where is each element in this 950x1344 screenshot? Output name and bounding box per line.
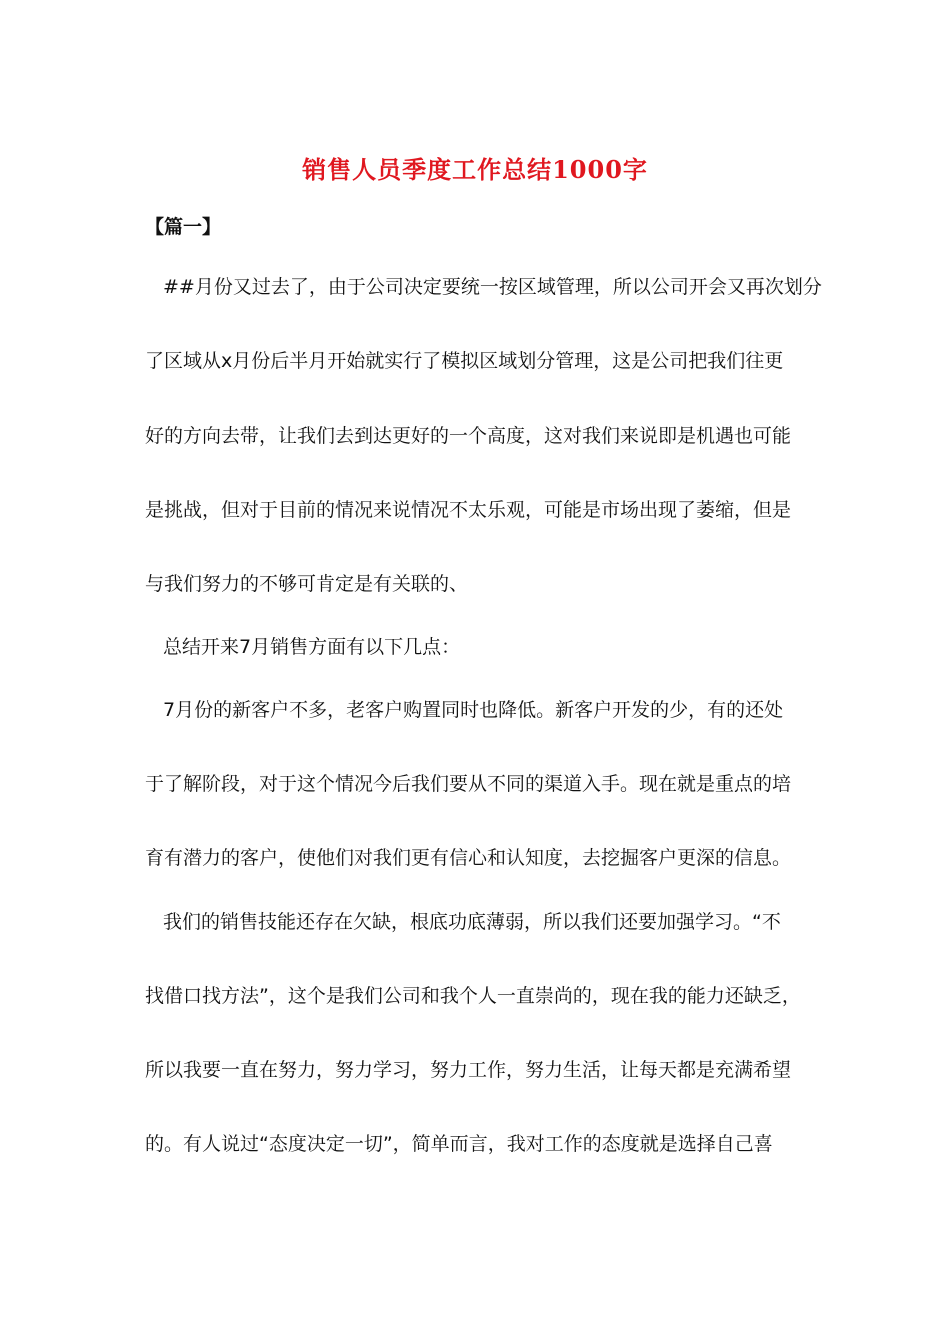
paragraph-line: 我们的销售技能还存在欠缺，根底功底薄弱，所以我们还要加强学习。“不: [163, 911, 781, 933]
paragraph-line: 了区域从x月份后半月开始就实行了模拟区域划分管理，这是公司把我们往更: [145, 350, 784, 372]
paragraph-line: 7月份的新客户不多，老客户购置同时也降低。新客户开发的少，有的还处: [163, 699, 784, 721]
paragraph-line: ##月份又过去了，由于公司决定要统一按区域管理，所以公司开会又再次划分: [163, 276, 822, 298]
section-heading: 【篇一】: [145, 216, 222, 238]
paragraph-line: 总结开来7月销售方面有以下几点：: [163, 636, 461, 658]
paragraph-line: 好的方向去带，让我们去到达更好的一个高度，这对我们来说即是机遇也可能: [145, 425, 792, 447]
paragraph-line: 育有潜力的客户，使他们对我们更有信心和认知度，去挖掘客户更深的信息。: [145, 847, 792, 869]
paragraph-line: 于了解阶段，对于这个情况今后我们要从不同的渠道入手。现在就是重点的培: [145, 773, 792, 795]
paragraph-line: 的。有人说过“态度决定一切”，简单而言，我对工作的态度就是选择自己喜: [145, 1133, 773, 1155]
paragraph-line: 与我们努力的不够可肯定是有关联的、: [145, 573, 469, 595]
paragraph-line: 找借口找方法”，这个是我们公司和我个人一直崇尚的，现在我的能力还缺乏，: [145, 985, 801, 1007]
document-title: 销售人员季度工作总结1000字: [302, 155, 648, 184]
paragraph-line: 是挑战，但对于目前的情况来说情况不太乐观，可能是市场出现了萎缩，但是: [145, 499, 792, 521]
paragraph-line: 所以我要一直在努力，努力学习，努力工作，努力生活，让每天都是充满希望: [145, 1059, 792, 1081]
